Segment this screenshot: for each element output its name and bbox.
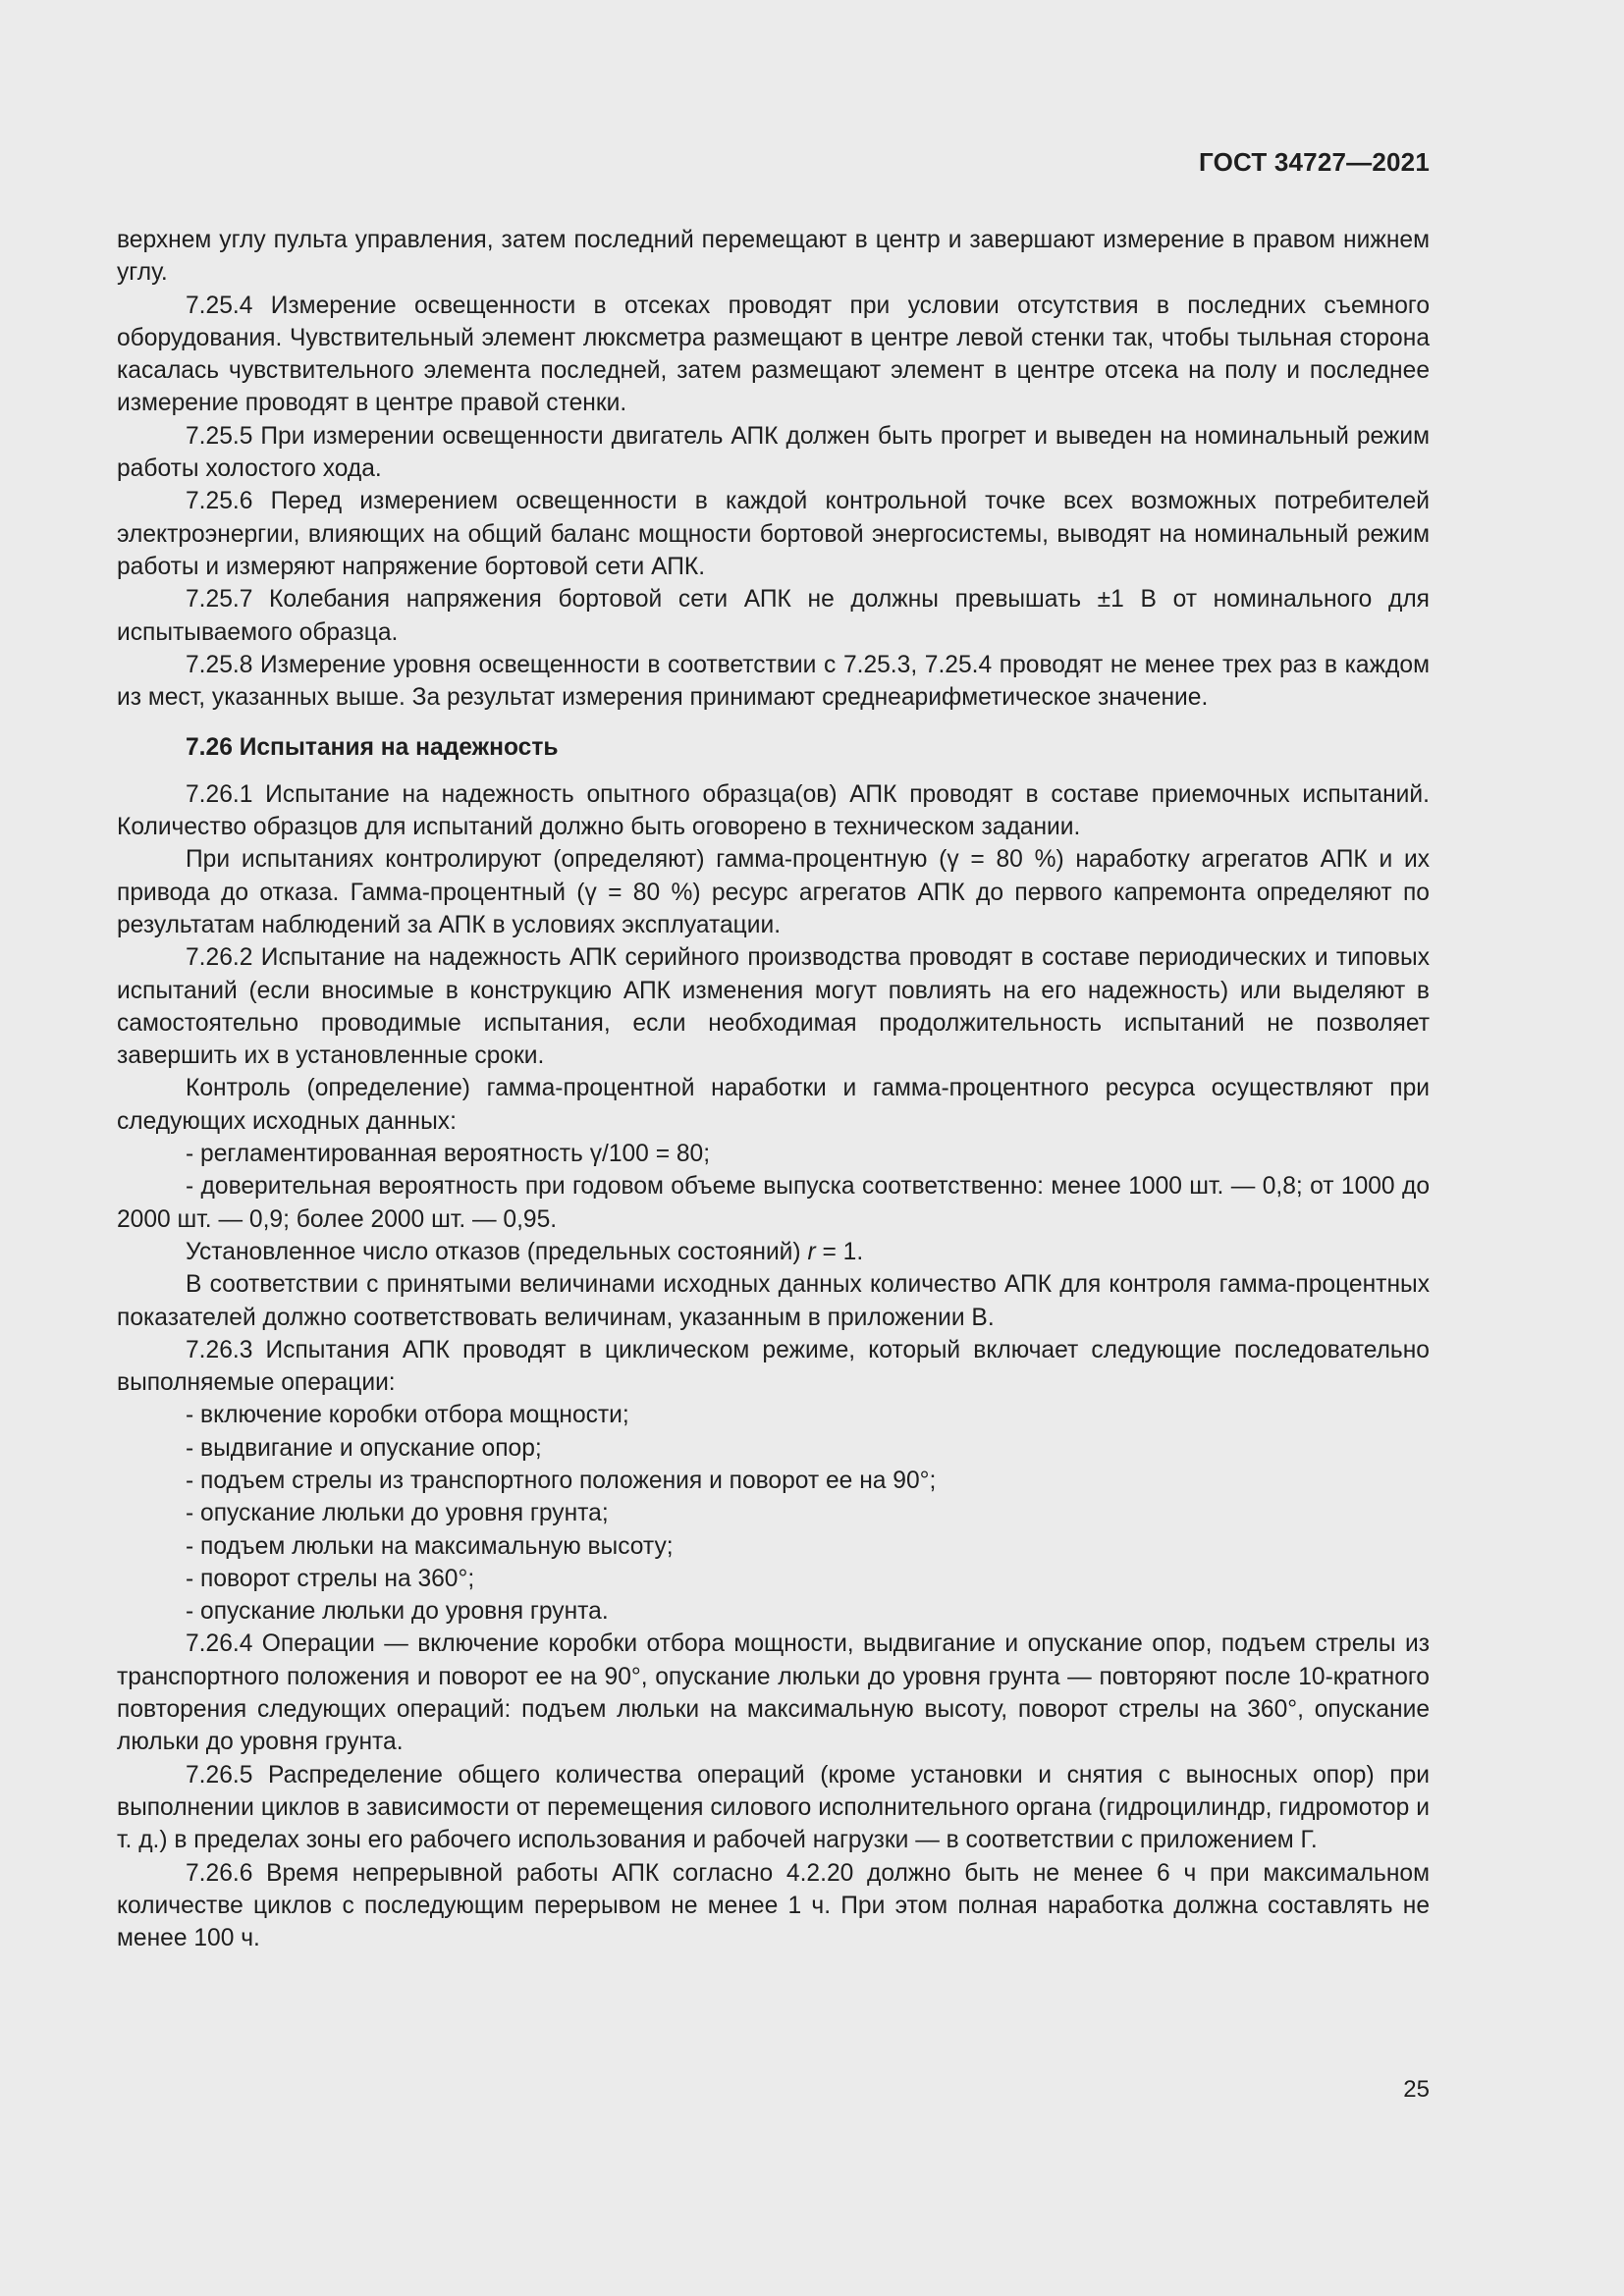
paragraph-7-26-1: 7.26.1 Испытание на надежность опытного образца(ов) АПК проводят в составе приемочных испытаний. Количество образцов для испытаний должно быть оговорено в техническом задании. bbox=[117, 780, 1430, 841]
standard-code-header: ГОСТ 34727—2021 bbox=[1199, 147, 1430, 177]
paragraph-7-25-5: 7.25.5 При измерении освещенности двигатель АПК должен быть прогрет и выведен на номинальный режим работы холостого хода. bbox=[117, 422, 1430, 483]
paragraph-accordance: В соответствии с принятыми величинами исходных данных количество АПК для контроля гамма-процентных показателей должно соответствовать величинам, указанным в приложении В. bbox=[117, 1271, 1430, 1331]
paragraph-7-26-2: 7.26.2 Испытание на надежность АПК серийного производства проводят в составе периодических и типовых испытаний (если вносимые в конструкцию АПК изменения могут повлиять на его надежность) или выделяют в самостоятельно проводимые испытания, если необходимая продолжительность испытаний не позволяет завершить их в установленные сроки. bbox=[117, 944, 1430, 1070]
document-body bbox=[117, 224, 1430, 1954]
paragraph-7-26-6: 7.26.6 Время непрерывной работы АПК согласно 4.2.20 должно быть не менее 6 ч при максимальном количестве циклов с последующим перерывом не менее 1 ч. При этом полная наработка должна составлять не менее 100 ч. bbox=[117, 1859, 1430, 1952]
paragraph-7-26-5: 7.26.5 Распределение общего количества операций (кроме установки и снятия с выносных опор) при выполнении циклов в зависимости от перемещения силового исполнительного органа (гидроцилиндр, гидромотор и т. д.) в пределах зоны его рабочего использования и рабочей нагрузки — в соответствии с приложением Г. bbox=[117, 1761, 1430, 1854]
paragraph-7-25-4: 7.25.4 Измерение освещенности в отсеках проводят при условии отсутствия в последних съемного оборудования. Чувствительный элемент люксметра размещают в центре левой стенки так, чтобы тыльная сторона касалась чувствительного элемента последней, затем размещают элемент в центре отсека на полу и последнее измерение проводят в центре правой стенки. bbox=[117, 292, 1430, 417]
paragraph-7-25-8: 7.25.8 Измерение уровня освещенности в соответствии с 7.25.3, 7.25.4 проводят не менее трех раз в каждом из мест, указанных выше. За результат измерения принимают среднеарифметическое значение. bbox=[117, 651, 1430, 712]
failures-text-prefix: Установленное число отказов (предельных состояний) bbox=[186, 1238, 808, 1265]
operation-list-item: - подъем стрелы из транспортного положения и поворот ее на 90°; bbox=[186, 1467, 937, 1494]
paragraph-7-26-3: 7.26.3 Испытания АПК проводят в циклическом режиме, который включает следующие последовательно выполняемые операции: bbox=[117, 1336, 1430, 1397]
list-item-probability: - регламентированная вероятность γ/100 = 80; bbox=[186, 1141, 711, 1168]
operation-list-item: - опускание люльки до уровня грунта; bbox=[186, 1500, 609, 1527]
paragraph-7-26-4: 7.26.4 Операции — включение коробки отбора мощности, выдвигание и опускание опор, подъем стрелы из транспортного положения и поворот ее на 90°, опускание люльки до уровня грунта — повторяют после 10-кратного повторения следующих операций: подъем люльки на максимальную высоту, поворот стрелы на 360°, опускание люльки до уровня грунта. bbox=[117, 1630, 1430, 1756]
operation-list-item: - поворот стрелы на 360°; bbox=[186, 1565, 475, 1592]
operation-list-item: - подъем люльки на максимальную высоту; bbox=[186, 1532, 674, 1560]
paragraph-7-25-6: 7.25.6 Перед измерением освещенности в каждой контрольной точке всех возможных потребителей электроэнергии, влияющих на общий баланс мощности бортовой энергосистемы, выводят на номинальный режим работы и измеряют напряжение бортовой сети АПК. bbox=[117, 488, 1430, 580]
paragraph-7-25-7: 7.25.7 Колебания напряжения бортовой сети АПК не должны превышать ±1 В от номинального для испытываемого образца. bbox=[117, 586, 1430, 646]
operation-list-item: - включение коробки отбора мощности; bbox=[186, 1402, 629, 1429]
paragraph-failures-count bbox=[117, 1236, 1430, 1268]
failures-variable: r bbox=[807, 1238, 816, 1265]
paragraph-continuation: верхнем углу пульта управления, затем последний перемещают в центр и завершают измерение в правом нижнем углу. bbox=[117, 227, 1430, 287]
section-heading-7-26: 7.26 Испытания на надежность bbox=[186, 734, 559, 762]
page-number: 25 bbox=[1403, 2076, 1430, 2103]
list-item-confidence: - доверительная вероятность при годовом объеме выпуска соответственно: менее 1000 шт. — 0,8; от 1000 до 2000 шт. — 0,9; более 2000 шт. — 0,95. bbox=[117, 1173, 1430, 1233]
failures-text-suffix: = 1. bbox=[815, 1238, 864, 1265]
operation-list-item: - опускание люльки до уровня грунта. bbox=[186, 1598, 609, 1626]
paragraph-control-definition: Контроль (определение) гамма-процентной наработки и гамма-процентного ресурса осуществляют при следующих исходных данных: bbox=[117, 1075, 1430, 1135]
paragraph-gamma-percent: При испытаниях контролируют (определяют) гамма-процентную (γ = 80 %) наработку агрегатов АПК и их привода до отказа. Гамма-процентный (γ = 80 %) ресурс агрегатов АПК до первого капремонта определяют по результатам наблюдений за АПК в условиях эксплуатации. bbox=[117, 846, 1430, 938]
operation-list-item: - выдвигание и опускание опор; bbox=[186, 1434, 542, 1462]
